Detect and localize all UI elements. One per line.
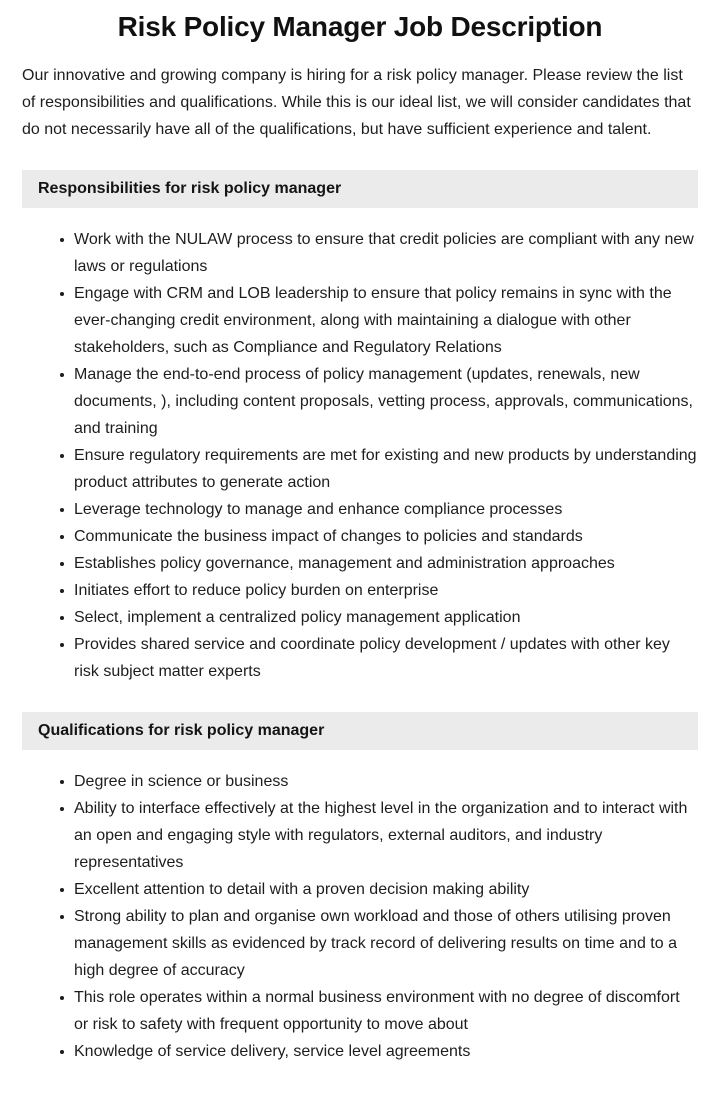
section-responsibilities	[22, 170, 698, 685]
list-item: Initiates effort to reduce policy burden on enterprise	[60, 577, 698, 604]
list-item: Establishes policy governance, management and administration approaches	[60, 550, 698, 577]
responsibilities-list	[22, 226, 698, 685]
list-item: Work with the NULAW process to ensure that credit policies are compliant with any new laws or regulations	[60, 226, 698, 280]
list-item: Leverage technology to manage and enhance compliance processes	[60, 496, 698, 523]
list-item: Ability to interface effectively at the highest level in the organization and to interact with an open and engaging style with regulators, external auditors, and industry representatives	[60, 795, 698, 876]
list-item: Manage the end-to-end process of policy management (updates, renewals, new documents, ), including content proposals, vetting process, approvals, communications, and training	[60, 361, 698, 442]
list-item: Communicate the business impact of changes to policies and standards	[60, 523, 698, 550]
page-title: Risk Policy Manager Job Description	[117, 11, 603, 42]
list-item: Provides shared service and coordinate policy development / updates with other key risk subject matter experts	[60, 631, 698, 685]
section-header-label: Responsibilities for risk policy manager	[38, 180, 342, 197]
list-item: Excellent attention to detail with a proven decision making ability	[60, 876, 698, 903]
job-description-document	[0, 8, 720, 1065]
section-header-qualifications	[22, 712, 698, 750]
intro-paragraph: Our innovative and growing company is hiring for a risk policy manager. Please review the list of responsibilities and qualifications. While this is our ideal list, we will consider candidates that do not necessarily have all of the qualifications, but have sufficient experience and talent.	[22, 67, 691, 138]
list-item: Select, implement a centralized policy management application	[60, 604, 698, 631]
section-header-label: Qualifications for risk policy manager	[38, 722, 325, 739]
section-qualifications	[22, 712, 698, 1065]
qualifications-list	[22, 768, 698, 1065]
list-item: Strong ability to plan and organise own workload and those of others utilising proven management skills as evidenced by track record of delivering results on time and to a high degree of accuracy	[60, 903, 698, 984]
list-item: Ensure regulatory requirements are met for existing and new products by understanding product attributes to generate action	[60, 442, 698, 496]
list-item: Engage with CRM and LOB leadership to ensure that policy remains in sync with the ever-changing credit environment, along with maintaining a dialogue with other stakeholders, such as Compliance and Regulatory Relations	[60, 280, 698, 361]
list-item: This role operates within a normal business environment with no degree of discomfort or risk to safety with frequent opportunity to move about	[60, 984, 698, 1038]
list-item: Degree in science or business	[60, 768, 698, 795]
list-item: Knowledge of service delivery, service level agreements	[60, 1038, 698, 1065]
section-header-responsibilities	[22, 170, 698, 208]
